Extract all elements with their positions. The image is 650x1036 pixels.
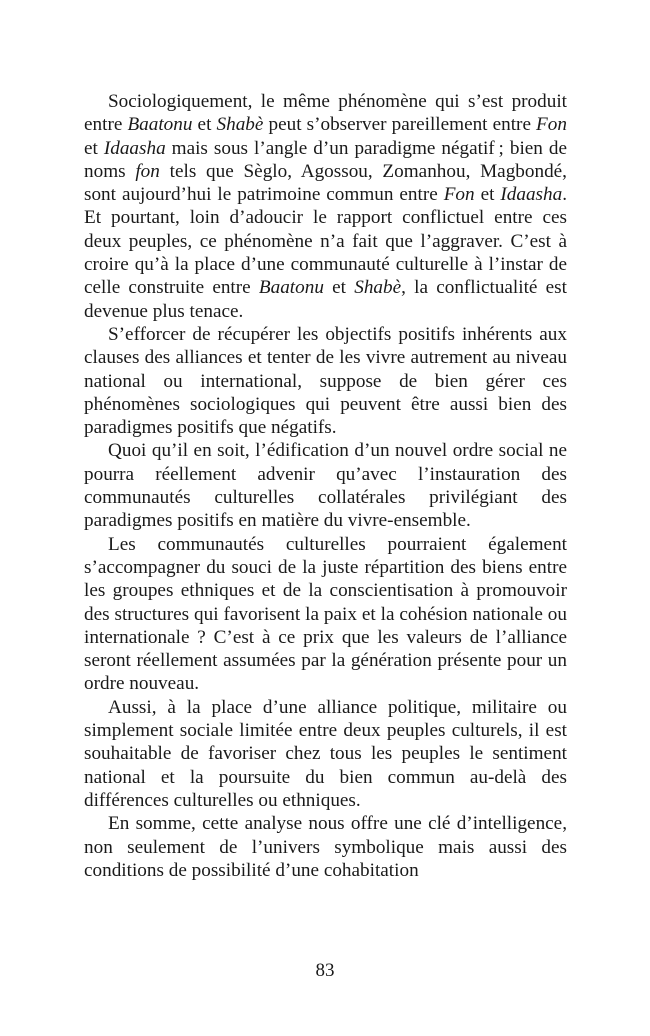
text-run: . Et pourtant, loin d’adoucir le rapport conflictuel entre ces deux peuples, ce phénomène n’a fait que l’aggraver. C’est à croire qu’à la place d’une communauté culturelle à l’instar de celle construite entre bbox=[84, 184, 567, 299]
paragraph bbox=[84, 533, 567, 696]
paragraph bbox=[84, 90, 567, 323]
italic-term: Fon bbox=[536, 114, 567, 136]
italic-term: Shabè bbox=[216, 114, 264, 136]
text-run: Aussi, à la place d’une alliance politique, militaire ou simplement sociale limitée entre deux peuples culturels, il est souhaitable de favoriser chez tous les peuples le sentiment national et la poursuite du bien commun au-delà des différences culturelles ou ethniques. bbox=[84, 696, 567, 811]
italic-term: Baatonu bbox=[127, 114, 193, 136]
italic-term: Fon bbox=[443, 184, 475, 206]
paragraph bbox=[84, 439, 567, 532]
text-run: et bbox=[84, 137, 104, 159]
text-run: et bbox=[474, 184, 501, 206]
text-run: En somme, cette analyse nous offre une clé d’intelligence, non seulement de l’univers symbolique mais aussi des conditions de possibilité d’une cohabitation bbox=[84, 813, 567, 881]
text-run: S’efforcer de récupérer les objectifs positifs inhérents aux clauses des alliances et tenter de les vivre autrement au niveau national ou international, suppose de bien gérer ces phénomènes sociologiques qui peuvent être aussi bien des paradigmes positifs que négatifs. bbox=[84, 323, 567, 439]
text-run: et bbox=[192, 114, 217, 136]
text-run: mais sous l’angle d’un paradigme négatif ; bien de noms bbox=[84, 137, 567, 182]
body-text bbox=[84, 90, 567, 882]
text-run: , la conflictualité est devenue plus tenace. bbox=[84, 277, 567, 322]
italic-term: Idaasha bbox=[500, 184, 563, 206]
paragraph bbox=[84, 696, 567, 812]
italic-term: Baatonu bbox=[258, 277, 324, 299]
page-number: 83 bbox=[315, 960, 335, 981]
text-run: et bbox=[323, 277, 355, 299]
text-run: peut s’observer pareillement entre bbox=[263, 114, 537, 136]
italic-term: Shabè bbox=[354, 277, 402, 299]
paragraph bbox=[84, 812, 567, 882]
italic-term: fon bbox=[135, 160, 160, 182]
text-run: Quoi qu’il en soit, l’édification d’un nouvel ordre social ne pourra réellement advenir qu’avec l’instauration des communautés culturelles collatérales privilégiant des paradigmes positifs en matière du vivre-ensemble. bbox=[84, 440, 567, 532]
text-run: tels que Sèglo, Agossou, Zomanhou, Magbondé, sont aujourd’hui le patrimoine commun entre bbox=[84, 160, 567, 206]
text-run: Les communautés culturelles pourraient également s’accompagner du souci de la juste répartition des biens entre les groupes ethniques et de la conscientisation à promouvoir des structures qui favorisent la paix et la cohésion nationale ou internationale ? C’est à ce prix que les valeurs de l’alliance seront réellement assumées par la génération présente pour un ordre nouveau. bbox=[84, 533, 567, 695]
text-run: Sociologiquement, le même phénomène qui s’est produit entre bbox=[84, 91, 567, 136]
paragraph bbox=[84, 323, 567, 439]
italic-term: Idaasha bbox=[103, 137, 166, 159]
